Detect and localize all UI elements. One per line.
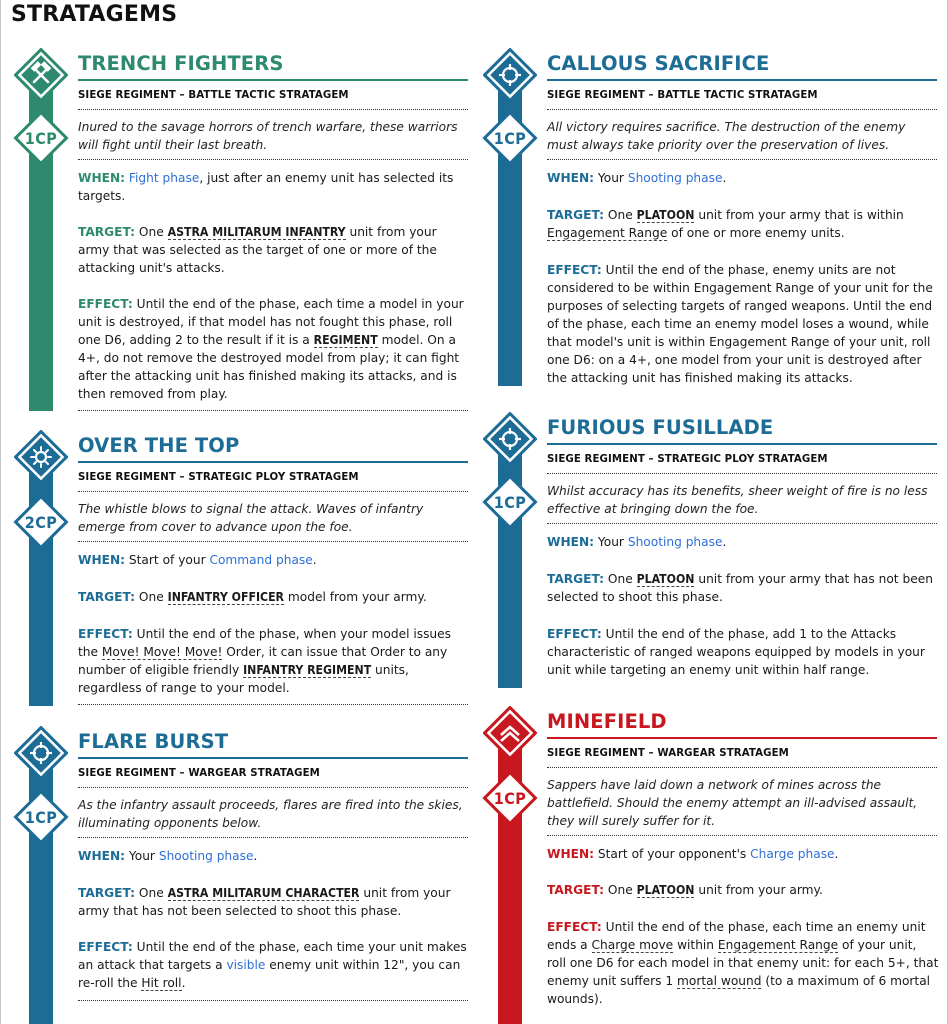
divider: [78, 704, 468, 705]
target-label: TARGET:: [547, 883, 605, 897]
effect-label: EFFECT:: [547, 627, 602, 641]
effect-text: [78, 295, 470, 403]
cp-cost: 1CP: [493, 128, 527, 148]
charge-move-term[interactable]: Charge move: [591, 938, 674, 952]
mortal-wound-term[interactable]: mortal wound: [677, 974, 762, 988]
crossed-hammers-icon: [14, 48, 68, 102]
when-rest: .: [253, 849, 258, 863]
cp-cost: 1CP: [493, 492, 527, 512]
effect-label: EFFECT:: [547, 263, 602, 277]
when-label: WHEN:: [78, 553, 126, 567]
when-text: [547, 169, 939, 187]
target-pre: One: [138, 590, 164, 604]
effect-text: [78, 625, 470, 697]
divider: [78, 787, 468, 788]
stratagem-title: TRENCH FIGHTERS: [78, 52, 284, 75]
target-rest: unit from your army that has not been selected to shoot this phase.: [78, 886, 451, 918]
stratagem-subtitle: SIEGE REGIMENT – BATTLE TACTIC STRATAGEM: [78, 90, 349, 101]
target-pre: One: [607, 883, 633, 897]
stratagem-color-bar: [498, 432, 522, 688]
when-text: [78, 847, 470, 865]
target-keyword[interactable]: ASTRA MILITARUM INFANTRY: [167, 225, 346, 239]
target-rest: unit from your army that was selected as the target of one or more of the attacking unit's attacks.: [78, 225, 437, 275]
effect-label: EFFECT:: [78, 940, 133, 954]
effect-rest: (to a maximum of 6 mortal wounds).: [547, 974, 931, 1006]
when-label: WHEN:: [78, 849, 126, 863]
when-label: WHEN:: [547, 847, 595, 861]
target-label: TARGET:: [78, 886, 136, 900]
effect-mid: enemy unit within 12", you can re-roll the: [78, 958, 461, 990]
divider: [78, 159, 468, 160]
effect-keyword[interactable]: INFANTRY REGIMENT: [243, 663, 372, 677]
when-pre: Start of your opponent's: [597, 847, 747, 861]
title-rule: [547, 737, 937, 739]
crosshair-icon: [483, 48, 537, 102]
hit-roll-term[interactable]: Hit roll: [141, 976, 182, 990]
shooting-phase-link[interactable]: Shooting phase: [158, 849, 254, 863]
target-pre: One: [607, 208, 633, 222]
effect-rest: units, regardless of range to your model.: [78, 663, 409, 695]
target-rest: of one or more enemy units.: [671, 226, 845, 240]
target-mid: unit from your army that is within: [698, 208, 904, 222]
when-pre: Start of your: [128, 553, 206, 567]
divider: [547, 767, 937, 768]
effect-pre: Until the end of the phase, each time your unit makes an attack that targets a: [78, 940, 467, 972]
effect-text: [547, 918, 939, 1008]
stratagem-title: CALLOUS SACRIFICE: [547, 52, 770, 75]
effect-body: Until the end of the phase, add 1 to the Attacks characteristic of ranged weapons equipped by models in your unit while targeting an enemy unit within half range.: [547, 627, 925, 677]
effect-rest: .: [181, 976, 186, 990]
flavour-text: Whilst accuracy has its benefits, sheer weight of fire is no less effective at bringing down the foe.: [547, 484, 928, 516]
flavour-text: The whistle blows to signal the attack. Waves of infantry emerge from cover to advance upon the foe.: [78, 502, 424, 534]
effect-text: [547, 625, 939, 679]
effect-label: EFFECT:: [78, 627, 133, 641]
target-text: [78, 884, 470, 920]
effect-pre: Until the end of the phase, each time a model in your unit is destroyed, if that model has not fought this phase, roll one D6, adding 2 to the result if it is a: [78, 297, 464, 347]
when-text: [78, 551, 470, 569]
stratagem-color-bar: [29, 450, 53, 706]
divider: [78, 837, 468, 838]
stratagem-title: MINEFIELD: [547, 710, 667, 733]
stratagem-title: OVER THE TOP: [78, 434, 240, 457]
cp-cost: 1CP: [24, 807, 58, 827]
when-pre: Your: [128, 849, 155, 863]
effect-mid-1: within: [677, 938, 715, 952]
stratagem-subtitle: SIEGE REGIMENT – WARGEAR STRATAGEM: [78, 768, 320, 779]
target-text: [547, 881, 939, 899]
flavour-text: As the infantry assault proceeds, flares are fired into the skies, illuminating opponents below.: [78, 798, 463, 830]
target-label: TARGET:: [78, 225, 136, 239]
when-label: WHEN:: [547, 171, 595, 185]
stratagem-title: FLARE BURST: [78, 730, 229, 753]
target-pre: One: [138, 886, 164, 900]
engagement-range-term[interactable]: Engagement Range: [547, 226, 668, 240]
target-keyword[interactable]: PLATOON: [636, 208, 695, 222]
stratagem-flare-burst: [0, 726, 470, 1016]
stratagem-subtitle: SIEGE REGIMENT – STRATEGIC PLOY STRATAGEM: [547, 454, 828, 465]
when-text: [547, 845, 939, 863]
target-pre: One: [138, 225, 164, 239]
shooting-phase-link[interactable]: Shooting phase: [627, 171, 723, 185]
title-rule: [547, 443, 937, 445]
command-phase-link[interactable]: Command phase: [209, 553, 313, 567]
target-keyword[interactable]: INFANTRY OFFICER: [167, 590, 285, 604]
stratagem-callous-sacrifice: [469, 48, 939, 388]
when-pre: Your: [597, 535, 624, 549]
title-rule: [78, 461, 468, 463]
visible-link[interactable]: visible: [226, 958, 266, 972]
when-text: [78, 169, 470, 205]
target-rest: model from your army.: [287, 590, 427, 604]
divider: [78, 410, 468, 411]
divider: [78, 541, 468, 542]
effect-label: EFFECT:: [78, 297, 133, 311]
target-keyword[interactable]: PLATOON: [636, 572, 695, 586]
target-label: TARGET:: [547, 572, 605, 586]
order-name[interactable]: Move! Move! Move!: [101, 645, 223, 659]
shooting-phase-link[interactable]: Shooting phase: [627, 535, 723, 549]
when-rest: .: [722, 171, 727, 185]
stratagem-minefield: [469, 706, 939, 1024]
double-chevron-icon: [483, 706, 537, 760]
cp-cost: 1CP: [24, 128, 58, 148]
target-keyword[interactable]: PLATOON: [636, 883, 695, 897]
effect-text: [78, 938, 470, 992]
when-text: [547, 533, 939, 551]
whistle-burst-icon: [14, 430, 68, 484]
cp-cost: 2CP: [24, 512, 58, 532]
divider: [78, 109, 468, 110]
effect-pre: Until the end of the phase, when your model issues the: [78, 627, 452, 659]
stratagem-subtitle: SIEGE REGIMENT – BATTLE TACTIC STRATAGEM: [547, 90, 818, 101]
target-label: TARGET:: [78, 590, 136, 604]
divider: [78, 491, 468, 492]
target-rest: unit from your army that has not been selected to shoot this phase.: [547, 572, 933, 604]
title-rule: [78, 79, 468, 81]
page-title: STRATAGEMS: [11, 2, 178, 27]
target-text: [78, 223, 470, 277]
when-rest: .: [312, 553, 317, 567]
flavour-text: All victory requires sacrifice. The destruction of the enemy must always take priority over the preservation of lives.: [547, 120, 906, 152]
charge-phase-link[interactable]: Charge phase: [750, 847, 835, 861]
effect-keyword[interactable]: REGIMENT: [313, 333, 378, 347]
flavour-text: Inured to the savage horrors of trench warfare, these warriors will fight until their last breath.: [78, 120, 458, 152]
engagement-range-term[interactable]: Engagement Range: [717, 938, 839, 952]
target-keyword[interactable]: ASTRA MILITARUM CHARACTER: [167, 886, 360, 900]
stratagem-over-the-top: [0, 430, 470, 710]
when-rest: , just after an enemy unit has selected its targets.: [78, 171, 454, 203]
crosshair-icon: [14, 726, 68, 780]
divider: [547, 109, 937, 110]
when-pre: Your: [597, 171, 624, 185]
target-pre: One: [607, 572, 633, 586]
effect-text: [547, 261, 939, 387]
effect-label: EFFECT:: [547, 920, 602, 934]
effect-pre: Until the end of the phase, each time an enemy unit ends a: [547, 920, 926, 952]
stratagem-subtitle: SIEGE REGIMENT – WARGEAR STRATAGEM: [547, 748, 789, 759]
when-label: WHEN:: [78, 171, 126, 185]
cp-cost: 1CP: [493, 788, 527, 808]
effect-mid: Order, it can issue that Order to any number of eligible friendly: [78, 645, 448, 677]
fight-phase-link[interactable]: Fight phase: [128, 171, 200, 185]
divider: [547, 159, 937, 160]
divider: [547, 473, 937, 474]
target-label: TARGET:: [547, 208, 605, 222]
title-rule: [547, 79, 937, 81]
effect-rest: model. On a 4+, do not remove the destroyed model from play; it can fight after the attacking unit has finished making its attacks, and is then removed from play.: [78, 333, 460, 401]
stratagem-furious-fusillade: [469, 412, 939, 692]
crosshair-icon: [483, 412, 537, 466]
when-rest: .: [834, 847, 839, 861]
effect-mid-2: of your unit, roll one D6 for each model in that enemy unit: for each 5+, that enemy unit suffers 1: [547, 938, 939, 988]
when-rest: .: [722, 535, 727, 549]
when-label: WHEN:: [547, 535, 595, 549]
effect-body: Until the end of the phase, enemy units are not considered to be within Engagement Range of your unit for the purposes of selecting targets of ranged weapons. Until the end of the phase, each time an enemy model loses a wound, while that model's unit is within Engagement Range of your unit, roll one D6: on a 4+, one model from your unit is destroyed after the attacking unit has finished making its attacks.: [547, 263, 933, 385]
flavour-text: Sappers have laid down a network of mines across the battlefield. Should the enemy attempt an ill-advised assault, they will surely suffer for it.: [547, 778, 918, 828]
stratagem-title: FURIOUS FUSILLADE: [547, 416, 774, 439]
divider: [547, 523, 937, 524]
target-text: [547, 570, 939, 606]
target-rest: unit from your army.: [698, 883, 823, 897]
stratagem-trench-fighters: [0, 48, 470, 413]
title-rule: [78, 757, 468, 759]
stratagem-subtitle: SIEGE REGIMENT – STRATEGIC PLOY STRATAGEM: [78, 472, 359, 483]
target-text: [78, 588, 470, 606]
divider: [547, 835, 937, 836]
divider: [78, 1000, 468, 1001]
target-text: [547, 206, 939, 242]
